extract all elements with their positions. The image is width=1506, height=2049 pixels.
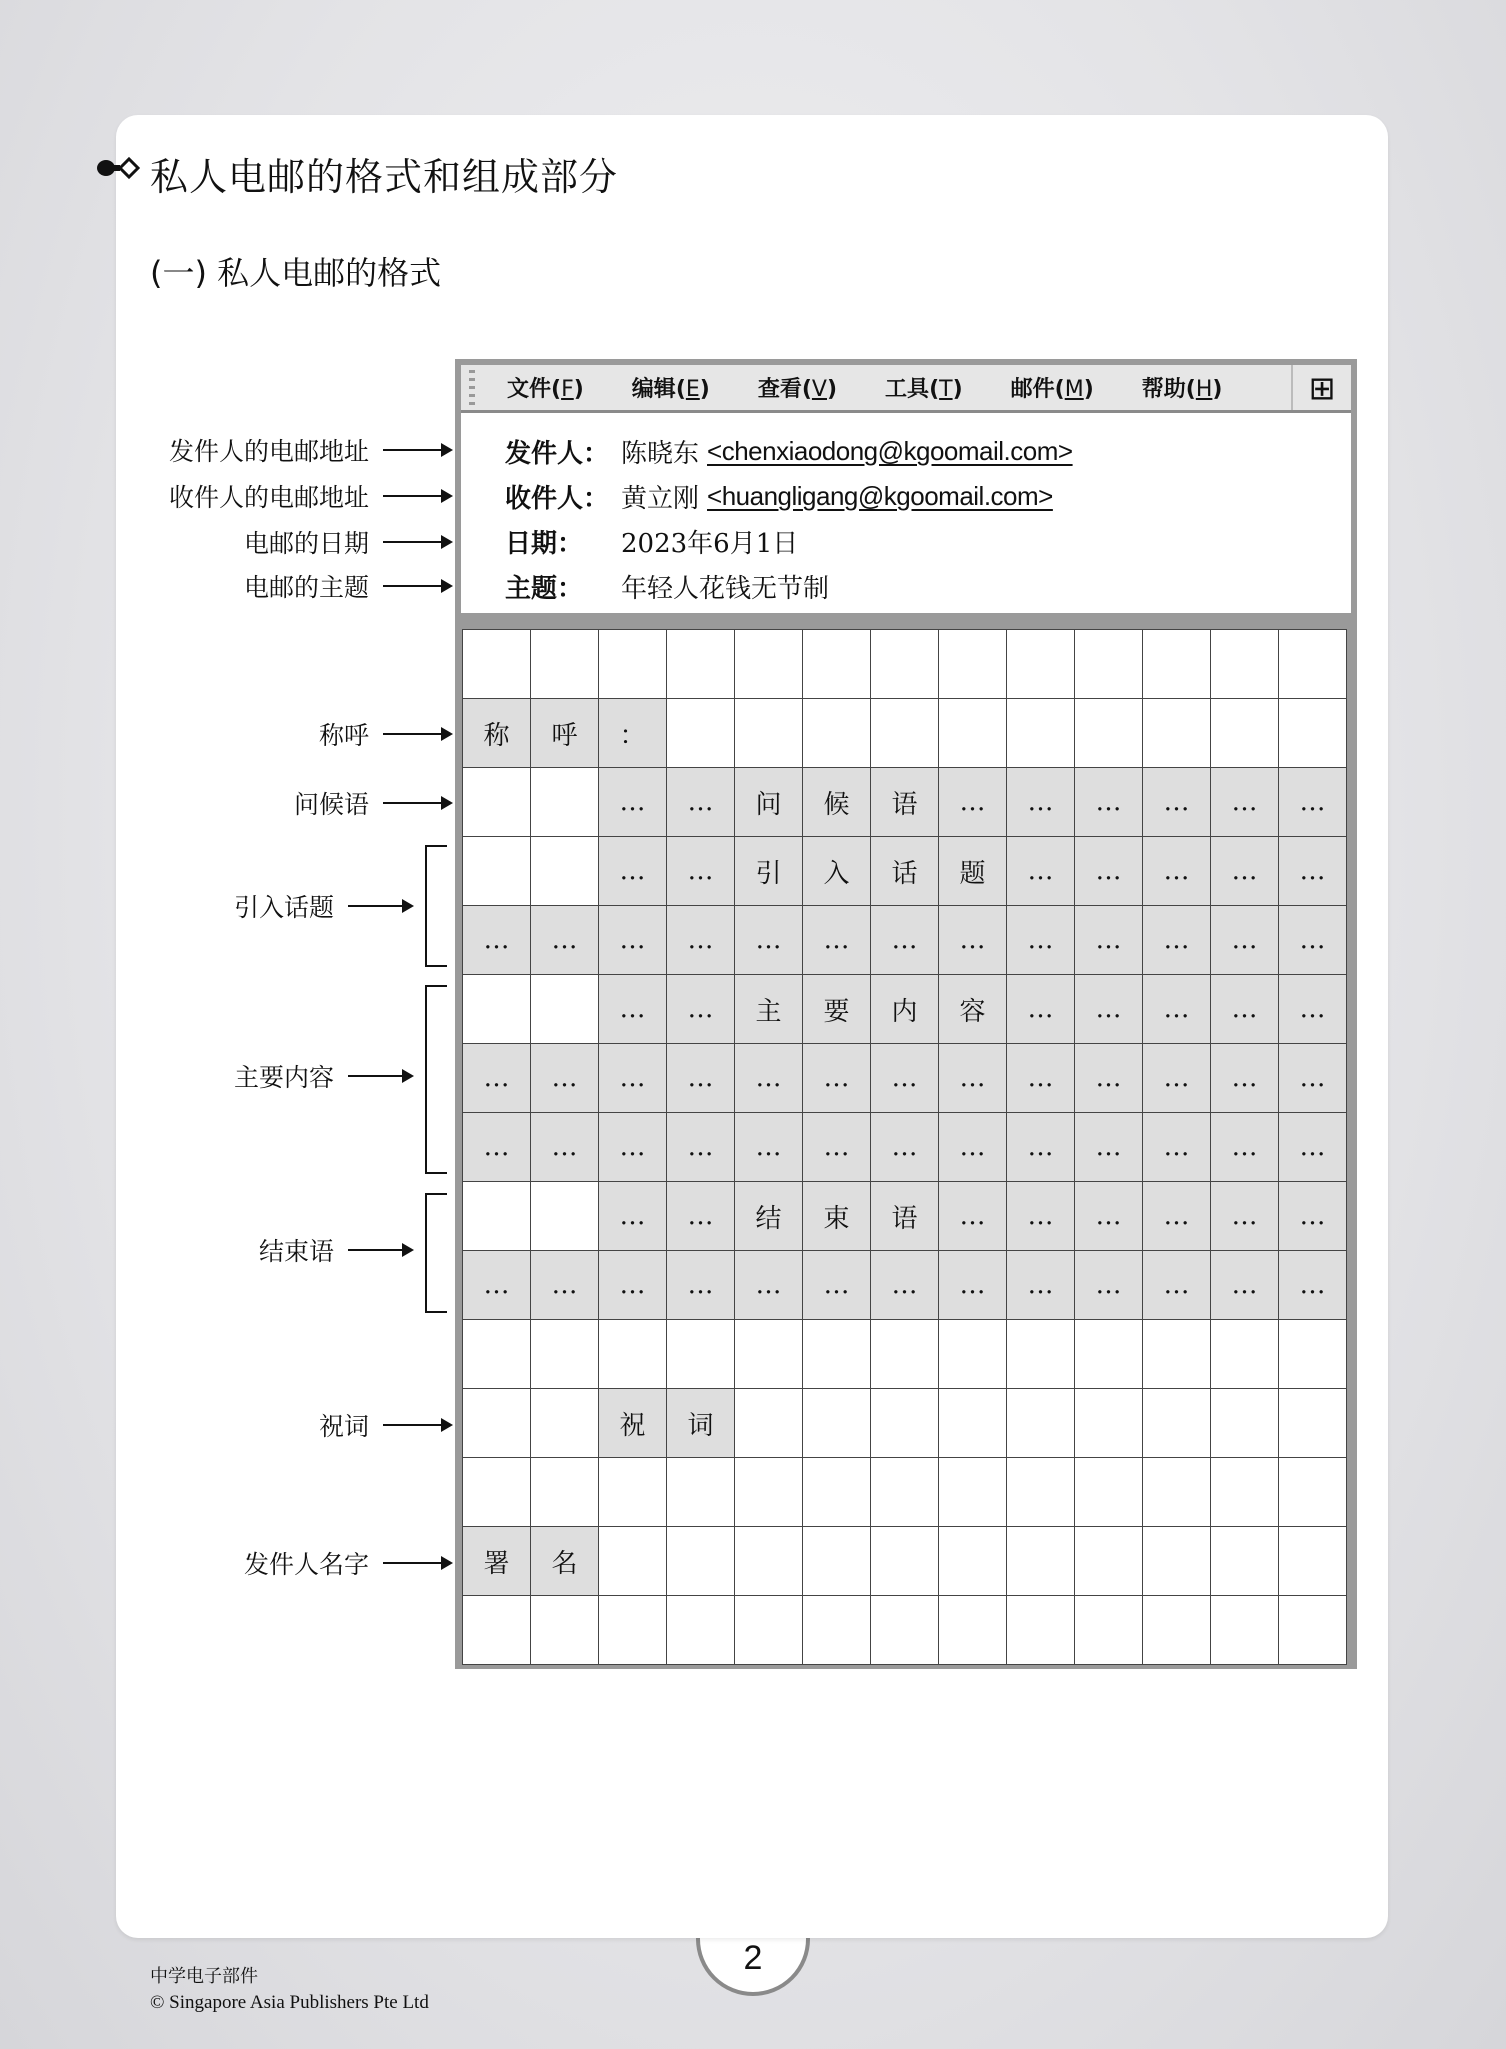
grid-cell [871,1389,939,1458]
grid-cell [1075,630,1143,699]
grid-cell [1075,699,1143,768]
grid-cell [939,630,1007,699]
grid-cell: … [1075,906,1143,975]
to-label: 收件人： [505,484,610,514]
grid-cell [1075,1527,1143,1596]
label-text: 发件人的电邮地址 [168,437,369,466]
grid-cell: … [1075,768,1143,837]
arrow-icon [383,495,451,497]
grid-cell [1007,699,1075,768]
label-text: 发件人名字 [243,1550,369,1579]
grid-cell [803,1458,871,1527]
menu-t[interactable]: 工具(T) [885,377,963,402]
grid-cell: … [463,1044,531,1113]
grid-cell [1007,1458,1075,1527]
grid-cell [531,1182,599,1251]
grid-cell: … [1211,1251,1279,1320]
grid-cell [735,699,803,768]
grid-cell [871,1527,939,1596]
grid-cell [803,1527,871,1596]
grid-cell [1279,1320,1347,1389]
to-row [505,474,1351,519]
arrow-icon [383,802,451,804]
subject-row [505,564,1351,609]
grid-cell: … [1007,1251,1075,1320]
menu-shortcut: H [1195,377,1213,402]
arrow-icon [348,1075,412,1077]
grid-cell [803,699,871,768]
grid-cell [667,1458,735,1527]
menu-v[interactable]: 查看(V) [757,377,838,402]
menu-label: 查看 [757,377,802,402]
grid-cell: … [599,906,667,975]
grid-cell [939,1458,1007,1527]
label-to [169,478,451,514]
grid-cell [1075,1320,1143,1389]
menu-f[interactable]: 文件(F) [507,377,584,402]
arrow-icon [383,541,451,543]
arrow-icon [383,1424,451,1426]
grid-cell: … [531,1113,599,1182]
menu-label: 邮件 [1010,377,1055,402]
label-main [234,1058,412,1094]
date-value: 2023年6月1日 [621,529,799,559]
email-header [461,413,1351,619]
grid-cell [1279,1527,1347,1596]
grid-cell: … [1143,1113,1211,1182]
grid-cell [599,1596,667,1665]
grid-cell: … [667,1044,735,1113]
grid-cell: … [1075,1044,1143,1113]
bullet-icon [96,156,140,180]
grid-cell: 语 [871,768,939,837]
label-text: 电邮的主题 [243,573,369,602]
grid-cell: … [463,1113,531,1182]
grid-cell: … [735,906,803,975]
grid-cell [1007,1596,1075,1665]
section-subtitle: (一) 私人电邮的格式 [150,254,442,292]
grid-cell [1143,630,1211,699]
grid-cell [463,1458,531,1527]
from-name: 陈晓东 [621,439,700,469]
grid-cell: … [531,1044,599,1113]
grid-cell [803,630,871,699]
grid-cell: … [1143,1182,1211,1251]
to-email[interactable]: <huangligang@kgoomail.com> [707,481,1053,511]
windows-logo-icon: ⊞ [1291,365,1351,410]
grid-cell: … [1211,1044,1279,1113]
grid-cell [599,630,667,699]
grid-cell: … [1075,975,1143,1044]
menu-label: 工具 [885,377,930,402]
grid-cell: … [667,837,735,906]
grid-cell: … [599,1182,667,1251]
grid-cell [1143,1389,1211,1458]
grid-cell: … [667,906,735,975]
grid-cell: 呼 [531,699,599,768]
date-row [505,519,1351,564]
menu-e[interactable]: 编辑(E) [631,377,710,402]
grid-cell: 称 [463,699,531,768]
from-row [505,429,1351,474]
grid-cell: … [1007,1182,1075,1251]
menu-label: 编辑 [631,377,676,402]
grid-cell [1007,1389,1075,1458]
grid-cell [667,1596,735,1665]
menu-m[interactable]: 邮件(M) [1010,377,1094,402]
grid-cell [735,630,803,699]
grid-cell [599,1320,667,1389]
grid-cell [1279,699,1347,768]
grid-cell: … [531,1251,599,1320]
page-number: 2 [696,1882,810,1996]
subject-label: 主题： [505,574,584,604]
grid-cell [463,837,531,906]
grid-cell: … [1143,1251,1211,1320]
grid-cell [735,1389,803,1458]
grid-cell: 内 [871,975,939,1044]
grid-cell: … [1007,975,1075,1044]
grid-cell [531,630,599,699]
label-date [244,524,451,560]
grid-cell: … [803,1113,871,1182]
arrow-icon [348,1249,412,1251]
grid-cell [531,1320,599,1389]
grid-cell [871,1320,939,1389]
grid-cell: … [667,1113,735,1182]
grid-cell [803,1596,871,1665]
grid-cell: 话 [871,837,939,906]
grid-cell [463,975,531,1044]
label-signature [244,1545,451,1581]
bracket-main [425,985,447,1174]
writing-grid [462,629,1347,1665]
grid-cell [1007,630,1075,699]
grid-cell: … [667,1182,735,1251]
grid-cell: 语 [871,1182,939,1251]
grid-cell [531,768,599,837]
grid-cell: … [803,1044,871,1113]
grid-cell: … [599,975,667,1044]
grid-cell [463,1389,531,1458]
grid-cell [1211,699,1279,768]
grid-cell: … [599,768,667,837]
grid-cell [463,1182,531,1251]
bracket-intro [425,845,447,967]
grid-cell: 主 [735,975,803,1044]
grid-cell [1143,1320,1211,1389]
grid-cell [1211,1389,1279,1458]
grid-cell: 引 [735,837,803,906]
menu-label: 帮助 [1141,377,1186,402]
grid-cell: … [1279,975,1347,1044]
menu-shortcut: F [561,377,574,402]
grid-cell [939,1320,1007,1389]
grid-cell: … [939,1113,1007,1182]
grid-cell: … [1211,975,1279,1044]
bracket-closing [425,1193,447,1313]
grid-cell: … [939,906,1007,975]
grid-cell: … [667,1251,735,1320]
grid-cell: ： [599,699,667,768]
grid-cell [531,975,599,1044]
grid-cell [803,1389,871,1458]
menu-shortcut: E [685,377,700,402]
grid-cell: … [1211,1182,1279,1251]
grid-cell [1279,1596,1347,1665]
grid-cell: … [667,768,735,837]
grid-cell: … [871,906,939,975]
grid-cell [1211,1596,1279,1665]
grid-cell [1279,630,1347,699]
menu-shortcut: T [939,377,953,402]
grid-cell: 题 [939,837,1007,906]
grid-cell [1075,1596,1143,1665]
to-name: 黄立刚 [621,484,700,514]
grid-cell: 容 [939,975,1007,1044]
label-blessing [319,1407,451,1443]
grid-cell: … [463,906,531,975]
label-greeting [294,785,451,821]
grid-cell [1143,1596,1211,1665]
grid-cell [735,1458,803,1527]
grid-cell: … [939,1251,1007,1320]
grid-cell [1211,1458,1279,1527]
grid-cell: 结 [735,1182,803,1251]
grid-cell: … [1075,1113,1143,1182]
grid-cell: … [1007,906,1075,975]
grid-cell: … [1075,1182,1143,1251]
grid-cell [939,1389,1007,1458]
from-email[interactable]: <chenxiaodong@kgoomail.com> [707,436,1073,466]
grid-cell: … [1143,1044,1211,1113]
grid-cell [531,837,599,906]
grid-cell [531,1389,599,1458]
grid-cell [871,1458,939,1527]
label-text: 结束语 [258,1237,334,1266]
grid-cell: 祝 [599,1389,667,1458]
grid-cell [939,699,1007,768]
subject-value: 年轻人花钱无节制 [621,574,830,604]
book-title: 中学电子部件 [150,1966,258,1987]
grid-cell [871,699,939,768]
label-text: 称呼 [318,721,369,750]
grid-cell: … [1007,768,1075,837]
label-text: 祝词 [318,1412,369,1441]
label-text: 问候语 [293,790,369,819]
grid-cell: … [1007,1044,1075,1113]
grid-cell [1143,1527,1211,1596]
grid-cell: … [1007,1113,1075,1182]
grid-cell [1211,1527,1279,1596]
from-label: 发件人： [505,439,610,469]
grid-cell: … [803,906,871,975]
grid-cell: … [1211,906,1279,975]
arrow-icon [383,1562,451,1564]
menu-bar [461,365,1351,413]
grid-cell: 问 [735,768,803,837]
grid-cell: … [1211,768,1279,837]
grid-cell [531,1458,599,1527]
menu-label: 文件 [507,377,552,402]
grid-cell [463,630,531,699]
grid-cell [1143,1458,1211,1527]
grid-cell [1211,1320,1279,1389]
grid-cell: 入 [803,837,871,906]
menu-shortcut: V [811,377,827,402]
grid-cell: … [735,1044,803,1113]
page-title: 私人电邮的格式和组成部分 [150,155,619,199]
grid-cell: 名 [531,1527,599,1596]
grid-cell [667,699,735,768]
label-closing [259,1232,412,1268]
grid-cell: … [599,1251,667,1320]
date-label: 日期： [505,529,584,559]
grid-cell: … [1279,768,1347,837]
grid-cell [463,1320,531,1389]
label-intro [234,888,412,924]
grid-cell: … [667,975,735,1044]
grid-cell [735,1596,803,1665]
grid-cell [1007,1527,1075,1596]
grid-cell: … [599,1113,667,1182]
grid-cell: … [1279,1182,1347,1251]
grid-cell: … [1279,906,1347,975]
grid-cell: … [599,1044,667,1113]
grid-cell: … [1075,1251,1143,1320]
grid-cell [1211,630,1279,699]
grid-cell [1075,1389,1143,1458]
arrow-icon [348,905,412,907]
label-text: 收件人的电邮地址 [168,483,369,512]
menu-shortcut: M [1064,377,1084,402]
grid-cell [463,1596,531,1665]
grid-cell: … [735,1113,803,1182]
grid-cell: 束 [803,1182,871,1251]
grid-cell: … [463,1251,531,1320]
copyright: © Singapore Asia Publishers Pte Ltd [150,1992,429,2013]
grid-cell [735,1527,803,1596]
grid-cell: 要 [803,975,871,1044]
grid-cell: … [871,1113,939,1182]
grid-cell: … [531,906,599,975]
grid-cell: … [1007,837,1075,906]
grid-cell [1075,1458,1143,1527]
arrow-icon [383,733,451,735]
label-text: 主要内容 [233,1063,334,1092]
label-text: 引入话题 [233,893,334,922]
grid-cell: … [1279,1251,1347,1320]
grid-cell: … [599,837,667,906]
grid-cell: … [1143,906,1211,975]
grid-cell [463,768,531,837]
grid-cell [803,1320,871,1389]
grid-cell [667,1527,735,1596]
grid-cell: … [1279,1113,1347,1182]
grid-cell: … [1143,975,1211,1044]
grid-cell: … [1143,837,1211,906]
grid-cell [939,1527,1007,1596]
grid-cell: … [871,1251,939,1320]
grid-cell: … [939,1044,1007,1113]
grid-cell [667,630,735,699]
grid-cell: … [803,1251,871,1320]
grid-cell: … [871,1044,939,1113]
grid-cell [531,1596,599,1665]
arrow-icon [383,585,451,587]
grid-cell: 候 [803,768,871,837]
grid-cell [939,1596,1007,1665]
grid-cell [735,1320,803,1389]
label-text: 电邮的日期 [243,529,369,558]
label-salutation [319,716,451,752]
grid-cell [1279,1389,1347,1458]
grid-cell: … [1279,837,1347,906]
grid-cell [599,1458,667,1527]
grid-cell: … [735,1251,803,1320]
grid-cell: … [1211,1113,1279,1182]
grid-cell [1007,1320,1075,1389]
grid-cell: … [939,768,1007,837]
grid-cell [667,1320,735,1389]
grid-cell: … [1075,837,1143,906]
label-subject [244,568,451,604]
grid-cell [599,1527,667,1596]
arrow-icon [383,449,451,451]
menu-h[interactable]: 帮助(H) [1141,377,1223,402]
grid-cell: … [1279,1044,1347,1113]
grid-cell [871,1596,939,1665]
grid-cell [1279,1458,1347,1527]
grid-cell: 词 [667,1389,735,1458]
grid-cell: … [1211,837,1279,906]
grid-cell: … [939,1182,1007,1251]
grid-cell [1143,699,1211,768]
label-from [169,432,451,468]
grid-cell [871,630,939,699]
grid-cell: 署 [463,1527,531,1596]
grid-cell: … [1143,768,1211,837]
